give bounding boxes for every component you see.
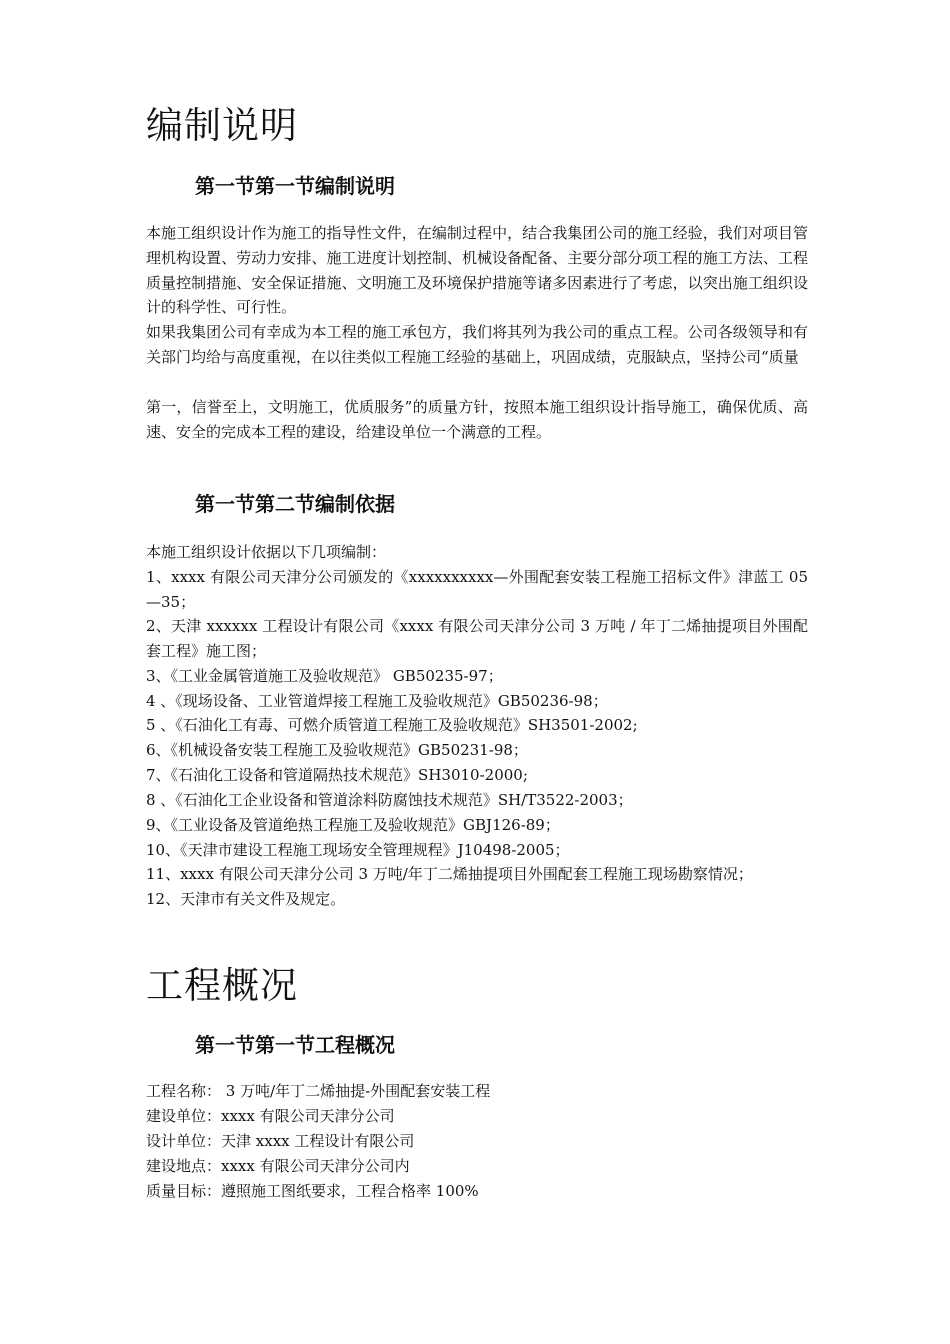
overview-owner: 建设单位：xxxx 有限公司天津分公司 (146, 1107, 395, 1125)
basis-item: 2、天津 xxxxxx 工程设计有限公司《xxxx 有限公司天津分公司 3 万吨 / 年丁二烯抽提项目外围配套工程》施工图； (146, 617, 808, 660)
overview-quality-target: 质量目标：遵照施工图纸要求，工程合格率 100% (146, 1182, 479, 1200)
overview-location: 建设地点：xxxx 有限公司天津分公司内 (146, 1157, 410, 1175)
basis-item: 6、《机械设备安装工程施工及验收规范》GB50231-98； (146, 741, 528, 759)
section-title-compilation-notes: 第一节第一节编制说明 (195, 174, 395, 198)
basis-item: 1、xxxx 有限公司天津分公司颁发的《xxxxxxxxxx—外围配套安装工程施工招标文件》津蓝工 05—35； (146, 568, 808, 611)
section-title-compilation-basis: 第一节第二节编制依据 (195, 492, 395, 516)
basis-item: 4 、《现场设备、工业管道焊接工程施工及验收规范》GB50236-98； (146, 692, 608, 710)
paragraph-intro: 本施工组织设计作为施工的指导性文件，在编制过程中，结合我集团公司的施工经验，我们对项目管理机构设置、劳动力安排、施工进度计划控制、机械设备配备、主要分部分项工程的施工方法、工程质量控制措施、安全保证措施、文明施工及环境保护措施等诸多因素进行了考虑，以突出施工组织设计的科学性、可行性。 (146, 224, 808, 317)
overview-designer: 设计单位：天津 xxxx 工程设计有限公司 (146, 1132, 415, 1150)
paragraph-priority: 如果我集团公司有幸成为本工程的施工承包方，我们将其列为我公司的重点工程。公司各级领导和有关部门均给与高度重视，在以往类似工程施工经验的基础上，巩固成绩，克服缺点，坚持公司“质量 (146, 323, 808, 366)
basis-intro: 本施工组织设计依据以下几项编制： (146, 543, 387, 561)
overview-project-name: 工程名称： 3 万吨/年丁二烯抽提-外围配套安装工程 (146, 1082, 491, 1100)
chapter-title-compilation: 编制说明 (146, 104, 298, 147)
basis-item: 5 、《石油化工有毒、可燃介质管道工程施工及验收规范》SH3501-2002; (146, 716, 638, 734)
basis-item: 11、xxxx 有限公司天津分公司 3 万吨/年丁二烯抽提项目外围配套工程施工现场勘察情况； (146, 865, 753, 883)
section-title-project-overview: 第一节第一节工程概况 (195, 1033, 395, 1057)
paragraph-quality-policy: 第一，信誉至上，文明施工，优质服务”的质量方针，按照本施工组织设计指导施工，确保优质、高速、安全的完成本工程的建设，给建设单位一个满意的工程。 (146, 398, 808, 441)
basis-item: 3、《工业金属管道施工及验收规范》 GB50235-97； (146, 667, 503, 685)
basis-item: 9、《工业设备及管道绝热工程施工及验收规范》GBJ126-89； (146, 816, 560, 834)
chapter-title-overview: 工程概况 (146, 964, 298, 1007)
basis-item: 8 、《石油化工企业设备和管道涂料防腐蚀技术规范》SH/T3522-2003； (146, 791, 633, 809)
basis-item: 10、《天津市建设工程施工现场安全管理规程》J10498-2005； (146, 841, 570, 859)
basis-item: 7、《石油化工设备和管道隔热技术规范》SH3010-2000; (146, 766, 528, 784)
basis-item: 12、天津市有关文件及规定。 (146, 890, 346, 908)
